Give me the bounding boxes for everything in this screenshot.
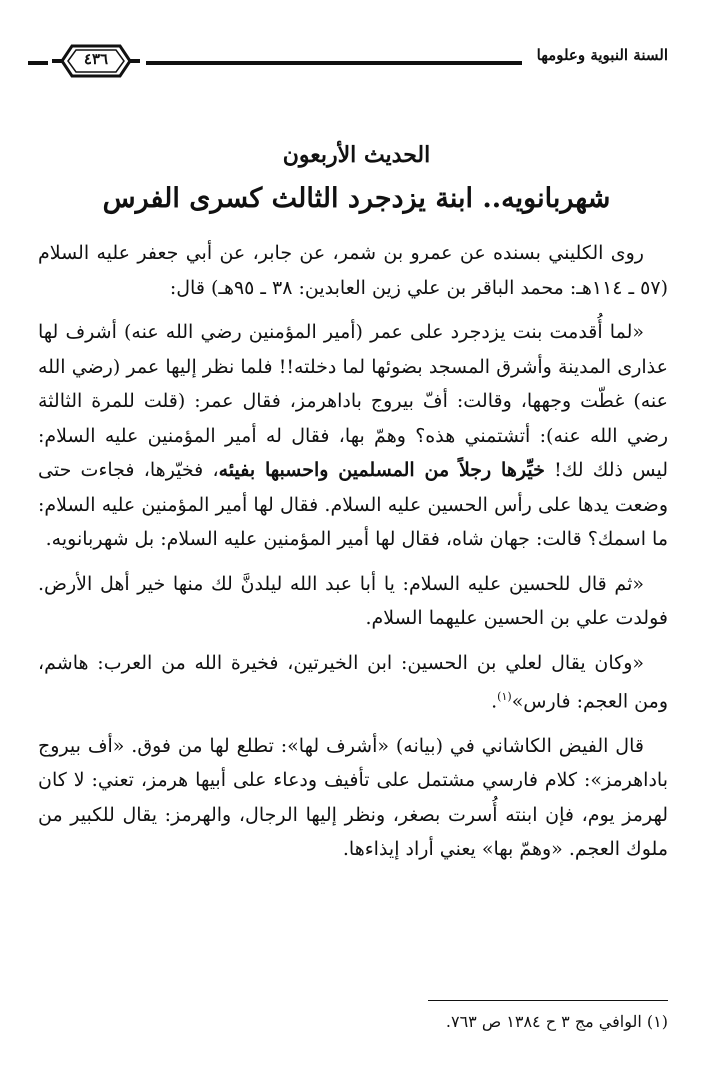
- footnote-separator: [428, 1000, 668, 1001]
- body-text: [38, 236, 668, 877]
- footnote-1: (١) الوافي مج ٣ ح ١٣٨٤ ص ٧٦٣.: [445, 1012, 668, 1031]
- paragraph-2: [38, 315, 668, 557]
- paragraph-4-text: «وكان يقال لعلي بن الحسين: ابن الخيرتين، فخيرة الله من العرب: هاشم، ومن العجم: فارس»: [38, 651, 668, 713]
- paragraph-2-bold-phrase: خيِّرها رجلاً من المسلمين واحسبها بفيئه: [218, 459, 545, 481]
- paragraph-1: روى الكليني بسنده عن عمرو بن شمر، عن جابر، عن أبي جعفر عليه السلام (٥٧ ـ ١١٤هـ: محمد الباقر بن علي زين العابدين: ٣٨ ـ ٩٥هـ) قال:: [38, 242, 668, 299]
- paragraph-4-end: .: [491, 690, 498, 713]
- paragraph-4: [38, 646, 668, 719]
- hadith-title: الحديث الأربعون: [282, 142, 431, 168]
- footnote-marker-1[interactable]: (١): [497, 690, 512, 703]
- main-title: شهربانويه.. ابنة يزدجرد الثالث كسرى الفرس: [102, 183, 611, 214]
- header-rule-left: [28, 61, 48, 65]
- page-number: ٤٣٦: [83, 50, 109, 68]
- header-rule: [146, 61, 522, 65]
- running-title: السنة النبوية وعلومها: [536, 46, 668, 64]
- paragraph-3: «ثم قال للحسين عليه السلام: يا أبا عبد الله ليلدنَّ لك منها خير أهل الأرض. فولدت علي بن الحسين عليهما السلام.: [38, 572, 668, 629]
- page-header: [28, 38, 668, 82]
- paragraph-2-part-a: «لما أُقدمت بنت يزدجرد على عمر (أمير المؤمنين رضي الله عنه) أشرف لها عذارى المدينة وأشرق المسجد بضوئها لما دخلته!! فلما نظر إليها عمر (رضي الله عنه) غطّت وجهها، وقالت: أفّ بيروج باداهرمز، فقال عمر: (قلت للمرة الثالثة رضي الله عنه): أتشتمني هذه؟ وهمّ بها، فقال له أمير المؤمنين عليه السلام: ليس ذلك لك!: [38, 321, 669, 481]
- paragraph-5: قال الفيض الكاشاني في (بيانه) «أشرف لها»: تطلع لها من فوق. «أف بيروج باداهرمز»: كلام فارسي مشتمل على تأفيف ودعاء على أبيها هرمز، تعني: لا كان لهرمز يوم، فإن ابنته أُسرت بصغر، ونظر إليها الرجال، والهرمز: يقال للكبير من ملوك العجم. «وهمّ بها» يعني أراد إيذاءها.: [38, 734, 668, 861]
- paragraph-2-part-b: ، فخيّرها، فجاءت حتى وضعت يدها على رأس الحسين عليه السلام. فقال لها أمير المؤمنين عليه السلام: ما اسمك؟ قالت: جهان شاه، فقال لها أمير المؤمنين عليه السلام: بل شهربانويه.: [38, 459, 668, 550]
